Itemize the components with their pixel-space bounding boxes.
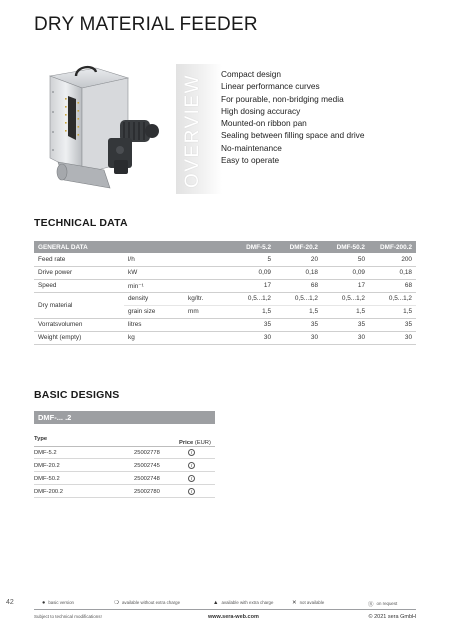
legend-no-charge <box>114 600 180 606</box>
cell-value: 0,5...1,2 <box>228 292 275 305</box>
feature-item: Compact design <box>221 69 281 79</box>
cell-value: 1,5 <box>228 305 275 318</box>
design-type: DMF-200.2 <box>34 489 63 495</box>
cell-value: 35 <box>275 318 322 331</box>
design-code: 25002778 <box>134 450 160 456</box>
page-title: DRY MATERIAL FEEDER <box>34 14 258 35</box>
cell-value: 35 <box>322 318 369 331</box>
design-row <box>34 460 215 472</box>
legend-text: available with extra charge <box>221 600 274 606</box>
table-row <box>34 292 416 305</box>
cell-value: 0,09 <box>228 266 275 279</box>
cell-value: 0,5...1,2 <box>322 292 369 305</box>
table-header-row <box>34 241 416 253</box>
legend-extra-charge <box>213 600 273 606</box>
design-code: 25002780 <box>134 489 160 495</box>
row-unit: mm <box>184 305 228 318</box>
legend-text: not available <box>299 600 325 606</box>
price-label: Price <box>179 440 194 446</box>
row-unit: kg <box>124 331 228 344</box>
legend-text: basic version <box>48 600 74 606</box>
table-row <box>34 253 416 266</box>
row-subparameter: density <box>124 292 184 305</box>
cell-value: 0,5...1,2 <box>275 292 322 305</box>
row-subparameter: grain size <box>124 305 184 318</box>
design-type: DMF-5.2 <box>34 450 57 456</box>
table-row <box>34 331 416 344</box>
design-row <box>34 447 215 459</box>
cell-value: 30 <box>228 331 275 344</box>
cell-value: 30 <box>369 331 416 344</box>
footer-copyright: © 2021 sera GmbH <box>368 614 416 620</box>
feature-item: Mounted-on ribbon pan <box>221 118 307 129</box>
cell-value: 17 <box>228 279 275 292</box>
cell-value: 68 <box>369 279 416 292</box>
cell-value: 35 <box>369 318 416 331</box>
column-header: GENERAL DATA <box>34 241 228 253</box>
feature-item: For pourable, non-bridging media <box>221 93 344 104</box>
on-request-icon: r <box>188 475 195 482</box>
page-number: 42 <box>6 599 14 606</box>
on-request-icon: r <box>188 488 195 495</box>
type-column-header: Type <box>34 436 48 442</box>
column-header: DMF-20.2 <box>275 241 322 253</box>
cell-value: 30 <box>275 331 322 344</box>
legend-text: on request <box>376 601 398 607</box>
cell-value: 50 <box>322 253 369 266</box>
column-header: DMF-200.2 <box>369 241 416 253</box>
feature-item: Linear performance curves <box>221 81 320 92</box>
feature-item: No-maintenance <box>221 142 282 153</box>
basic-designs-heading: BASIC DESIGNS <box>34 389 120 401</box>
product-image <box>44 62 166 194</box>
design-type: DMF-50.2 <box>34 476 60 482</box>
design-type: DMF-20.2 <box>34 463 60 469</box>
table-row <box>34 318 416 331</box>
cell-value: 0,5...1,2 <box>369 292 416 305</box>
row-label: Speed <box>34 279 124 292</box>
footer-url[interactable]: www.sera-web.com <box>208 614 259 620</box>
column-header: DMF-5.2 <box>228 241 275 253</box>
technical-data-heading: TECHNICAL DATA <box>34 217 128 229</box>
row-label: Feed rate <box>34 253 124 266</box>
legend-not-available <box>292 600 324 606</box>
design-row <box>34 473 215 485</box>
row-unit: min⁻¹ <box>124 279 228 292</box>
cell-value: 20 <box>275 253 322 266</box>
triangle-icon: ▲ <box>213 600 219 606</box>
cell-value: 17 <box>322 279 369 292</box>
design-code: 25002745 <box>134 463 160 469</box>
row-label: Dry material <box>34 292 124 318</box>
filled-circle-icon: ● <box>42 600 46 606</box>
cross-icon: ✕ <box>292 600 297 606</box>
feature-item: Easy to operate <box>221 155 280 166</box>
legend-text: available without extra charge <box>121 600 181 606</box>
table-row <box>34 279 416 292</box>
legend-basic-version <box>42 600 74 606</box>
design-row <box>34 486 215 498</box>
row-label: Vorratsvolumen <box>34 318 124 331</box>
cell-value: 1,5 <box>275 305 322 318</box>
price-unit: (EUR) <box>194 440 211 446</box>
footer-divider <box>34 609 416 610</box>
feature-item: Sealing between filling space and drive <box>221 130 365 141</box>
row-unit: kW <box>124 266 228 279</box>
design-series-bar: DMF-... .2 <box>34 411 215 424</box>
cell-value: 0,18 <box>275 266 322 279</box>
feature-item: High dosing accuracy <box>221 105 301 116</box>
legend-on-request <box>368 600 397 608</box>
row-unit: litres <box>124 318 228 331</box>
on-request-icon: r <box>188 449 195 456</box>
technical-data-table <box>34 241 416 345</box>
cell-value: 30 <box>322 331 369 344</box>
cell-value: 1,5 <box>369 305 416 318</box>
cell-value: 35 <box>228 318 275 331</box>
row-unit: l/h <box>124 253 228 266</box>
row-label: Drive power <box>34 266 124 279</box>
column-header: DMF-50.2 <box>322 241 369 253</box>
cell-value: 0,09 <box>322 266 369 279</box>
overview-label: OVERVIEW <box>182 73 203 188</box>
feature-list <box>221 68 364 166</box>
footer-note: Subject to technical modifications! <box>34 614 102 619</box>
row-label: Weight (empty) <box>34 331 124 344</box>
cell-value: 1,5 <box>322 305 369 318</box>
cell-value: 68 <box>275 279 322 292</box>
row-unit: kg/ltr. <box>184 292 228 305</box>
on-request-icon: r <box>188 462 195 469</box>
cell-value: 200 <box>369 253 416 266</box>
table-row <box>34 266 416 279</box>
cell-value: 5 <box>228 253 275 266</box>
design-code: 25002748 <box>134 476 160 482</box>
hollow-circle-icon: ❍ <box>114 600 119 606</box>
cell-value: 0,18 <box>369 266 416 279</box>
on-request-icon: Ⓡ <box>368 602 374 608</box>
